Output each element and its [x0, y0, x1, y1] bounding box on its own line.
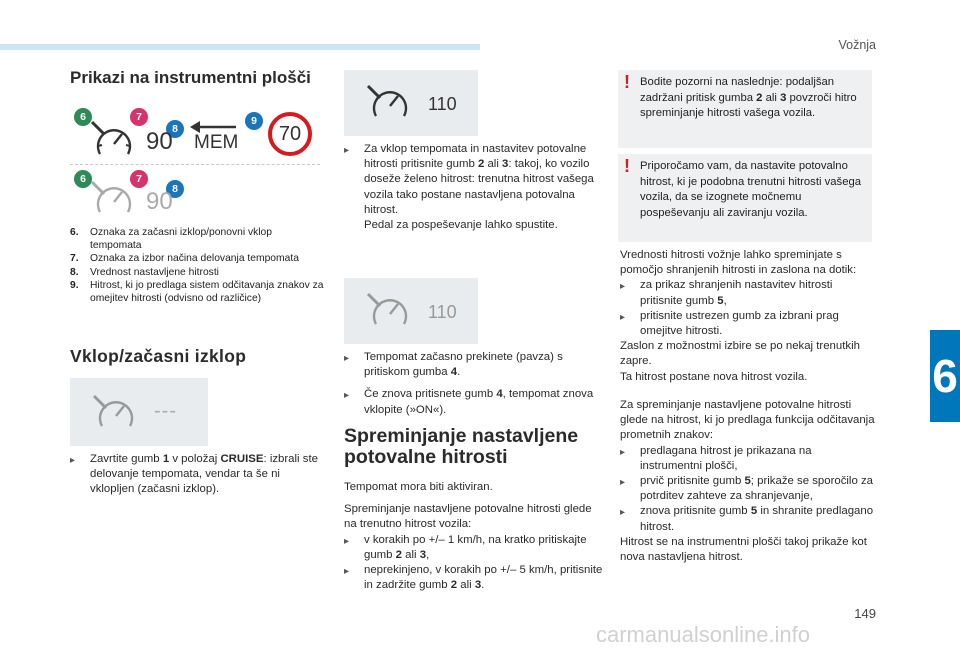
adjust-paragraph [344, 480, 604, 593]
bullet-icon: ▸ [344, 390, 350, 402]
bullet-icon: ▸ [620, 446, 626, 458]
sign-bullet-1: ▸ predlagana hitrost je prikazana na instrumentni plošči, [620, 444, 876, 474]
section-title-displays: Prikazi na instrumentni plošči [70, 68, 311, 87]
sign-recognition-paragraph [620, 398, 876, 565]
badge-8-bottom: 8 [166, 180, 184, 198]
section-title-adjust: Spreminjanje nastavljene potovalne hitrosti [344, 425, 579, 468]
cruise-pause-icon [90, 118, 136, 160]
warning-text-1: Bodite pozorni na naslednje: podaljšan zadržani pritisk gumba 2 ali 3 povzroči hitro spreminjanje hitrosti vašega vozila. [640, 76, 857, 119]
bullet-icon: ▸ [344, 145, 350, 156]
header-bar [0, 44, 480, 50]
warning-box-2 [618, 154, 872, 242]
legend-item [70, 252, 326, 265]
badge-7: 7 [130, 108, 148, 126]
sign-intro: Za spreminjanje nastavljene potovalne hitrosti glede na hitrost, ki jo predlaga funkcija odčitavanja prometnih znakov: [620, 399, 875, 442]
legend-text: Vrednost nastavljene hitrosti [90, 266, 219, 278]
resume-bullet: ▸ Če znova pritisnete gumb 4, tempomat znova vklopite (»ON«). [344, 387, 600, 417]
bullet-icon: ▸ [620, 311, 626, 323]
running-title: Vožnja [838, 38, 876, 52]
legend-num: 8. [70, 266, 79, 278]
cruise-paused-icon [366, 290, 410, 330]
sign-bullet-3: ▸ znova pritisnite gumb 5 in shranite predlagano hitrost. [620, 504, 876, 534]
memory-tail-1: Zaslon z možnostmi izbire se po nekaj trenutkih zapre. [620, 340, 860, 368]
adjust-bullet-2: ▸ neprekinjeno, v korakih po +/– 5 km/h, pritisnite in zadržite gumb 2 ali 3. [344, 563, 604, 593]
bullet-icon: ▸ [620, 281, 626, 293]
chapter-tab: 6 [930, 330, 960, 422]
legend-text: Hitrost, ki jo predlaga sistem odčitavanja znakov za omejitev hitrosti (odvisno od različice) [90, 279, 324, 305]
badge-6: 6 [74, 108, 92, 126]
paused-value: --- [154, 400, 177, 422]
badge-6-bottom: 6 [74, 170, 92, 188]
memory-intro: Vrednosti hitrosti vožnje lahko spreminjate s pomočjo shranjenih hitrosti in zaslona na dotik: [620, 249, 857, 277]
active-speed-value: 110 [428, 94, 457, 114]
warning-icon: ! [624, 72, 630, 92]
legend-num: 9. [70, 279, 79, 291]
set-speed-value-inactive: 90 [146, 188, 173, 215]
onoff-instruction-text: Zavrtite gumb 1 v položaj CRUISE: izbrali ste delovanje tempomata, vendar ta še ni vklopljen (začasni izklop). [90, 453, 318, 496]
memory-tail-2: Ta hitrost postane nova hitrost vozila. [620, 370, 808, 383]
adjust-intro: Spreminjanje nastavljene potovalne hitrosti glede na trenutno hitrost vozila: [344, 503, 592, 531]
bullet-icon: ▸ [344, 353, 350, 364]
legend-text: Oznaka za izbor načina delovanja tempomata [90, 253, 299, 265]
legend-text: Oznaka za začasni izklop/ponovni vklop tempomata [90, 227, 273, 252]
activation-paragraph [344, 142, 600, 233]
legend-num: 6. [70, 227, 79, 238]
sign-bullet-2: ▸ prvič pritisnite gumb 5; prikaže se sporočilo za potrditev zahteve za shranjevanje, [620, 474, 876, 504]
badge-8: 8 [166, 120, 184, 138]
display-paused-speed-box [344, 278, 478, 344]
sign-tail: Hitrost se na instrumentni plošči takoj prikaže kot nova nastavljena hitrost. [620, 535, 867, 564]
pause-bullet: ▸ Tempomat začasno prekinete (pavza) s pritiskom gumba 4. [344, 350, 600, 380]
cruise-active-icon [366, 82, 410, 122]
onoff-instruction [70, 452, 326, 498]
legend-list [70, 226, 326, 305]
page-number: 149 [854, 606, 876, 621]
bullet-icon: ▸ [620, 477, 626, 489]
warning-box-1 [618, 70, 872, 148]
cruise-standby-icon [92, 392, 136, 432]
memory-bullet-1: ▸ za prikaz shranjenih nastavitev hitrosti pritisnite gumb 5, [620, 278, 876, 308]
divider [70, 164, 320, 165]
set-speed-value: 90 [146, 128, 173, 155]
adjust-bullet-1: ▸ v korakih po +/– 1 km/h, na kratko pritiskajte gumb 2 ali 3, [344, 533, 604, 563]
instrument-display-illustration [70, 108, 320, 218]
bullet-icon: ▸ [344, 535, 350, 547]
badge-7-bottom: 7 [130, 170, 148, 188]
adjust-note: Tempomat mora biti aktiviran. [344, 481, 493, 493]
mem-label: MEM [194, 132, 239, 153]
bullet-icon: ▸ [620, 507, 626, 519]
pause-paragraph [344, 350, 600, 418]
display-paused-box [70, 378, 208, 446]
display-active-box [344, 70, 478, 136]
cruise-off-icon [90, 178, 136, 218]
paused-speed-value: 110 [428, 302, 457, 322]
section-title-onoff: Vklop/začasni izklop [70, 346, 247, 366]
warning-text-2: Priporočamo vam, da nastavite potovalno hitrost, ki je podobna trenutni hitrosti vašega vozila, da se izognete močnemu pospeševanju ali zaviranju vozila. [640, 160, 862, 219]
bullet-icon: ▸ [344, 566, 350, 578]
legend-num: 7. [70, 253, 79, 265]
memory-speeds-paragraph [620, 248, 876, 385]
legend-item [70, 226, 326, 252]
activation-bullet: ▸ Za vklop tempomata in nastavitev potovalne hitrosti pritisnite gumb 2 ali 3: takoj, ko vozilo doseže želeno hitrost: trenutna hitrost vašega vozila tako postane nastavljena potovalna hitrost. Pedal za pospeševanje lahko spustite. [344, 142, 600, 233]
badge-9: 9 [245, 112, 263, 130]
watermark: carmanualsonline.info [596, 622, 811, 647]
memory-bullet-2: ▸ pritisnite ustrezen gumb za izbrani prag omejitve hitrosti. [620, 309, 876, 339]
legend-item [70, 279, 326, 305]
legend-item [70, 266, 326, 279]
warning-icon: ! [624, 156, 630, 176]
bullet-icon: ▸ [70, 455, 76, 466]
speed-limit-sign: 70 [268, 112, 312, 156]
